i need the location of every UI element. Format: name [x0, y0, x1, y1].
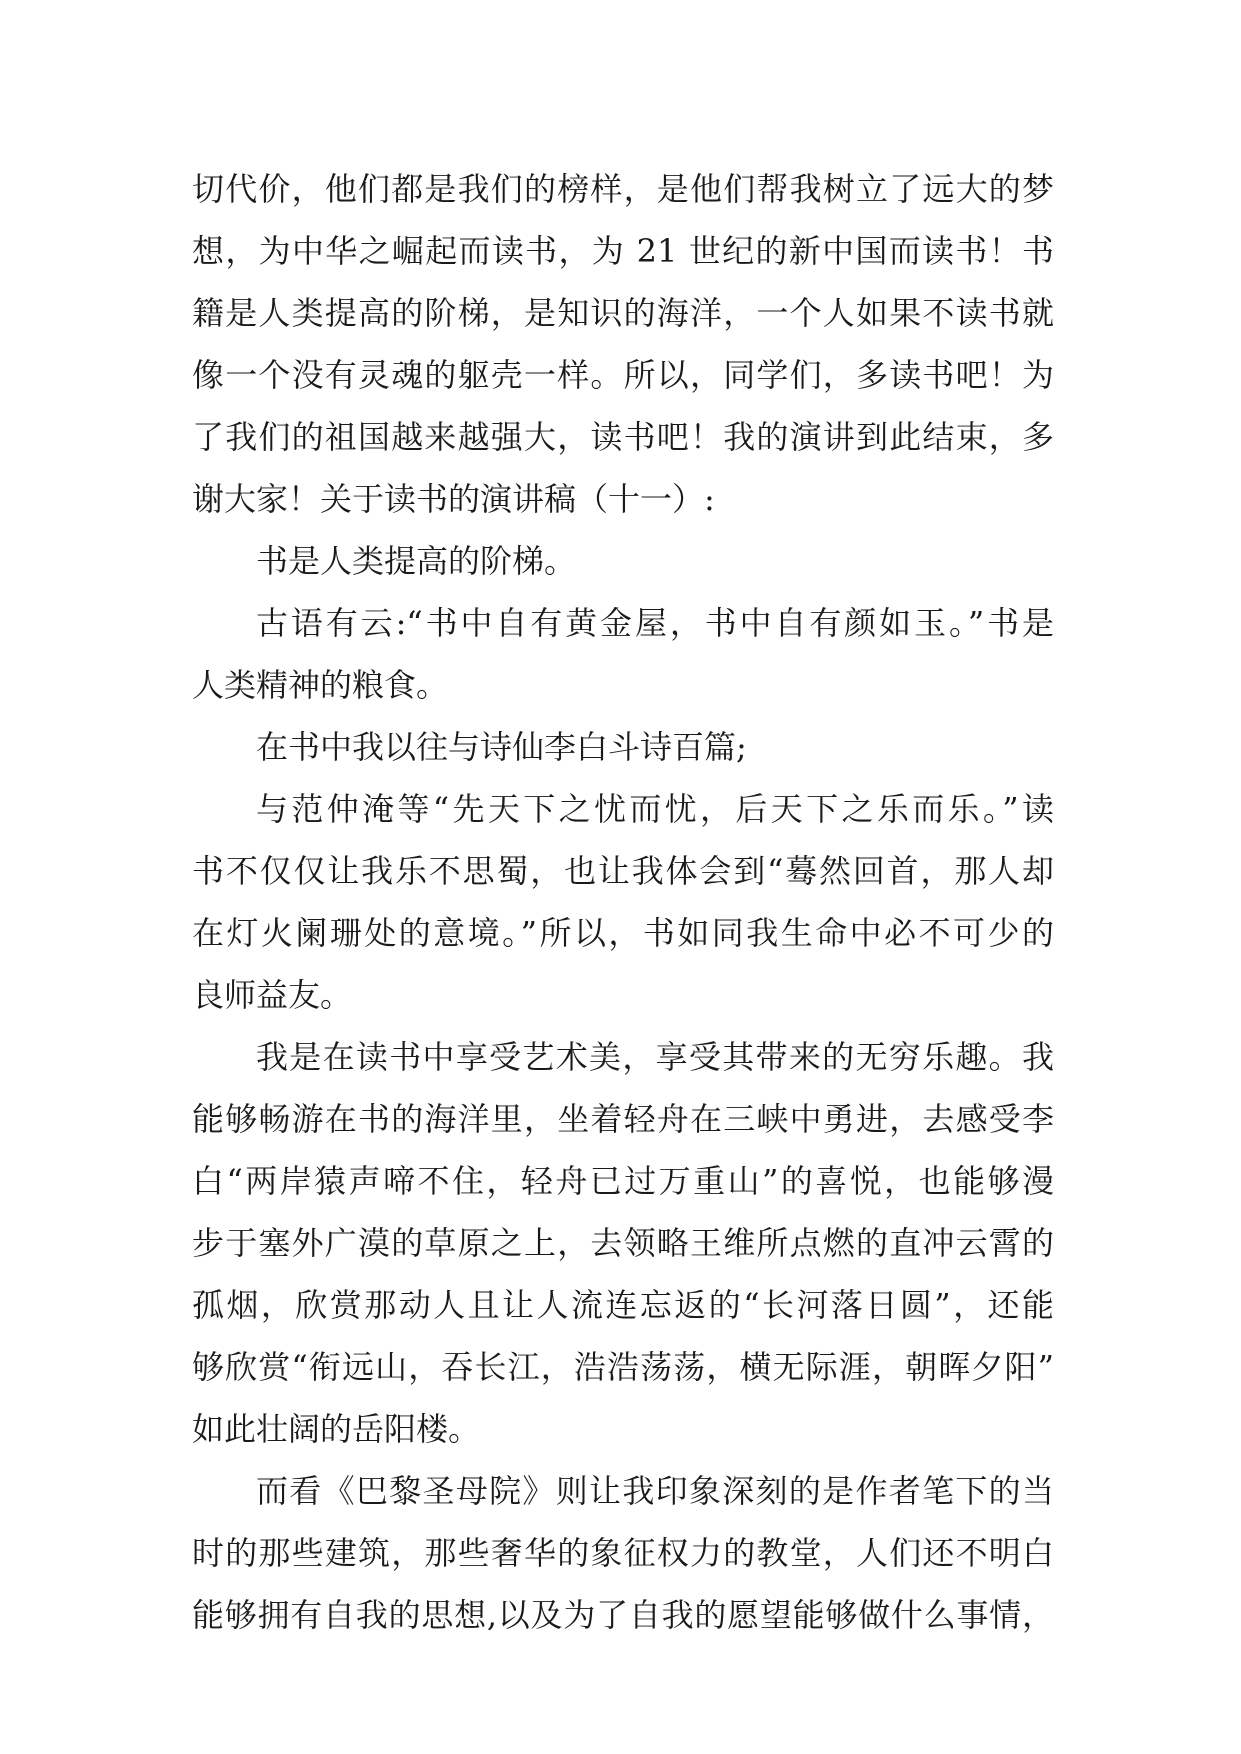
text-line: 能够拥有自我的思想,以及为了自我的愿望能够做什么事情， — [192, 1596, 1054, 1634]
text-line: 我是在读书中享受艺术美，享受其带来的无穷乐趣。我 — [256, 1038, 1054, 1076]
text-line: 籍是人类提高的阶梯，是知识的海洋，一个人如果不读书就 — [192, 294, 1054, 332]
text-line: 古语有云:“书中自有黄金屋，书中自有颜如玉。”书是 — [256, 604, 1054, 642]
text-line: 人类精神的粮食。 — [192, 666, 449, 704]
paragraph — [192, 158, 1054, 530]
paragraph — [192, 592, 1054, 716]
text-line: 想，为中华之崛起而读书，为 21 世纪的新中国而读书！书 — [192, 232, 1054, 270]
text-line: 像一个没有灵魂的躯壳一样。所以，同学们，多读书吧！为 — [192, 356, 1054, 394]
text-line: 切代价，他们都是我们的榜样，是他们帮我树立了远大的梦 — [192, 170, 1054, 208]
text-line: 而看《巴黎圣母院》则让我印象深刻的是作者笔下的当 — [256, 1472, 1054, 1510]
text-line: 书是人类提高的阶梯。 — [256, 542, 577, 580]
paragraph — [192, 1026, 1054, 1460]
paragraph — [192, 716, 1054, 778]
text-line: 与范仲淹等“先天下之忧而忧，后天下之乐而乐。”读 — [256, 790, 1054, 828]
text-line: 步于塞外广漠的草原之上，去领略王维所点燃的直冲云霄的 — [192, 1224, 1054, 1262]
paragraph — [192, 1460, 1054, 1646]
text-line: 时的那些建筑，那些奢华的象征权力的教堂，人们还不明白 — [192, 1534, 1054, 1572]
text-line: 孤烟，欣赏那动人且让人流连忘返的“长河落日圆”，还能 — [192, 1286, 1054, 1324]
text-line: 能够畅游在书的海洋里，坐着轻舟在三峡中勇进，去感受李 — [192, 1100, 1054, 1138]
text-line: 书不仅仅让我乐不思蜀，也让我体会到“蓦然回首，那人却 — [192, 852, 1054, 890]
text-line: 够欣赏“衔远山，吞长江，浩浩荡荡，横无际涯，朝晖夕阳” — [192, 1348, 1054, 1386]
text-line: 良师益友。 — [192, 976, 353, 1014]
text-line: 在书中我以往与诗仙李白斗诗百篇; — [256, 728, 747, 766]
text-line: 如此壮阔的岳阳楼。 — [192, 1410, 481, 1448]
text-line: 谢大家！关于读书的演讲稿（十一）: — [192, 480, 715, 518]
text-line: 了我们的祖国越来越强大，读书吧！我的演讲到此结束，多 — [192, 418, 1054, 456]
paragraph — [192, 530, 1054, 592]
paragraph — [192, 778, 1054, 1026]
text-line: 白“两岸猿声啼不住，轻舟已过万重山”的喜悦，也能够漫 — [192, 1162, 1054, 1200]
text-line: 在灯火阑珊处的意境。”所以，书如同我生命中必不可少的 — [192, 914, 1054, 952]
document-page — [192, 158, 1054, 1646]
